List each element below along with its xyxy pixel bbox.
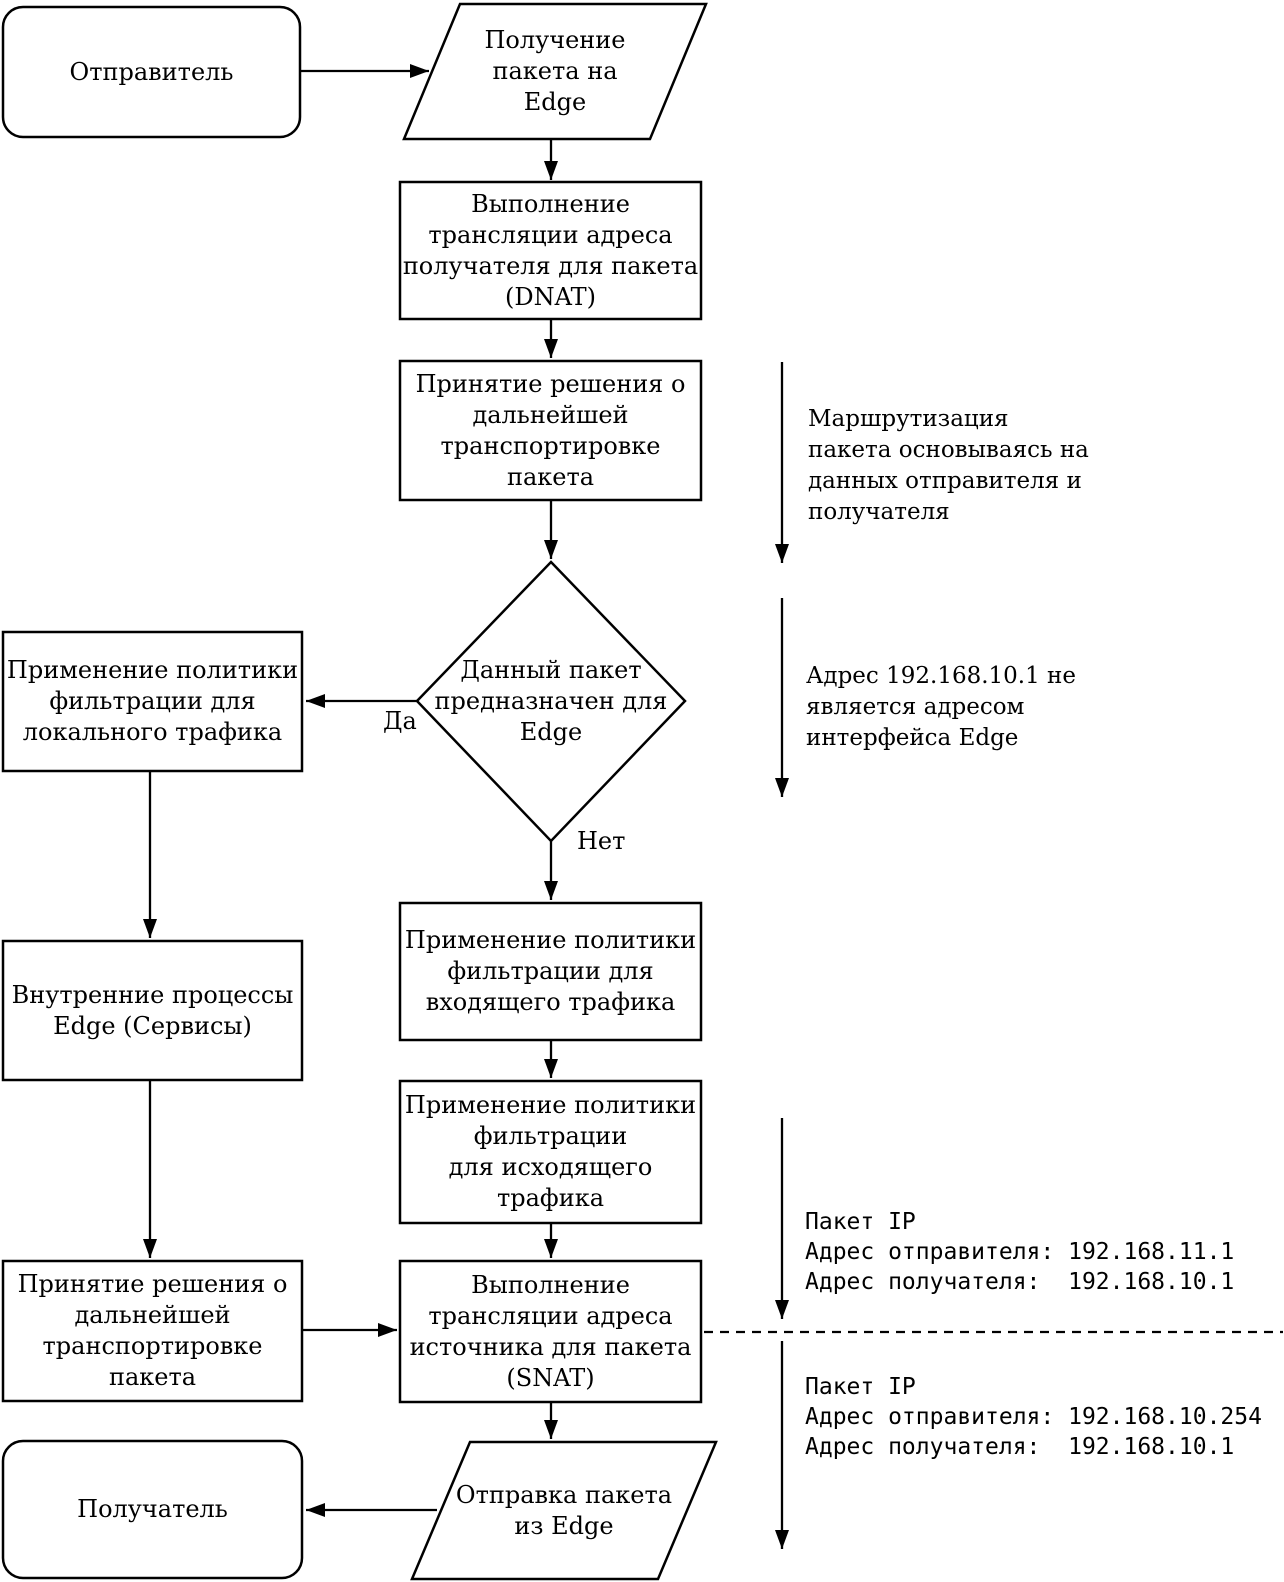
decision-label-line: Данный пакет	[460, 656, 642, 684]
ingress-filter-label-line: фильтрации для	[447, 957, 654, 985]
send-label-line: Отправка пакета	[455, 1480, 673, 1509]
branch-no-label: Нет	[577, 827, 626, 855]
routing-label-line: транспортировке	[440, 431, 661, 460]
dnat-label-line: Выполнение	[471, 189, 630, 218]
receive-label-line: пакета на	[492, 57, 618, 85]
sender-label: Отправитель	[69, 57, 234, 86]
snat-label-line: Выполнение	[471, 1270, 630, 1299]
send-label-line: из Edge	[514, 1511, 614, 1540]
packet-after-snat	[805, 1372, 1262, 1462]
address-note-line: интерфейса Edge	[806, 725, 1019, 751]
local-filter-label-line: локального трафика	[22, 718, 283, 746]
receive-packet-node	[405, 4, 705, 139]
ingress-filter-label-line: Применение политики	[404, 926, 697, 954]
packet-before-line: Адрес отправителя: 192.168.11.1	[805, 1239, 1235, 1265]
internal-processes-node	[3, 941, 302, 1080]
snat-label-line: трансляции адреса	[428, 1301, 673, 1330]
packet-before-line: Адрес получателя: 192.168.10.1	[805, 1269, 1235, 1295]
dnat-label-line: трансляции адреса	[428, 220, 673, 249]
routing-decision2-node	[3, 1261, 302, 1401]
routing-note-line: данных отправителя и	[808, 468, 1082, 494]
dnat-label-line: (DNAT)	[505, 282, 596, 311]
decision-label-line: Edge	[519, 718, 583, 746]
decision-diamond-node	[417, 562, 685, 841]
snat-label-line: (SNAT)	[506, 1363, 595, 1392]
receiver-label: Получатель	[77, 1495, 228, 1523]
receive-label-line: Получение	[484, 26, 626, 54]
snat-label-line: источника для пакета	[409, 1332, 692, 1361]
egress-filter-label-line: для исходящего	[448, 1153, 653, 1181]
address-note-line: является адресом	[806, 694, 1025, 720]
internal-label-line: Внутренние процессы	[11, 980, 294, 1009]
routing-label-line: пакета	[506, 462, 595, 491]
routing-note-line: Маршрутизация	[808, 406, 1009, 432]
egress-filter-label-line: трафика	[496, 1184, 605, 1212]
packet-before-snat	[805, 1207, 1234, 1297]
routing-decision-node	[400, 361, 701, 500]
routing2-label-line: пакета	[108, 1363, 197, 1391]
snat-node	[400, 1261, 701, 1402]
routing2-label-line: Принятие решения о	[17, 1270, 288, 1298]
sender-node	[3, 7, 300, 137]
egress-filter-label-line: фильтрации	[473, 1122, 628, 1150]
ingress-filter-label-line: входящего трафика	[425, 988, 676, 1016]
branch-yes-label: Да	[383, 707, 417, 735]
routing-note	[808, 404, 1089, 528]
routing-note-line: пакета основываясь на	[808, 437, 1089, 463]
ingress-filter-node	[400, 903, 701, 1040]
dnat-label-line: получателя для пакета	[402, 251, 699, 280]
routing2-label-line: дальнейшей	[74, 1301, 231, 1329]
packet-after-line: Адрес получателя: 192.168.10.1	[805, 1434, 1235, 1460]
routing2-label-line: транспортировке	[42, 1332, 263, 1360]
receiver-node	[3, 1441, 302, 1578]
receive-label-line: Edge	[523, 88, 587, 116]
local-filter-label-line: фильтрации для	[49, 687, 256, 715]
local-filter-label-line: Применение политики	[6, 656, 299, 684]
address-note-line: Адрес 192.168.10.1 не	[806, 663, 1076, 689]
send-packet-node	[412, 1442, 716, 1579]
packet-after-line: Пакет IP	[805, 1374, 916, 1400]
packet-after-line: Адрес отправителя: 192.168.10.254	[805, 1404, 1262, 1430]
packet-before-line: Пакет IP	[805, 1209, 916, 1235]
dnat-node	[400, 182, 701, 319]
internal-label-line: Edge (Сервисы)	[53, 1011, 252, 1040]
address-note	[806, 661, 1076, 754]
egress-filter-node	[400, 1081, 701, 1223]
local-filter-node	[3, 632, 302, 771]
egress-filter-label-line: Применение политики	[404, 1091, 697, 1119]
decision-label-line: предназначен для	[434, 687, 668, 715]
routing-label-line: дальнейшей	[472, 400, 629, 429]
routing-note-line: получателя	[808, 499, 950, 525]
routing-label-line: Принятие решения о	[415, 369, 686, 398]
